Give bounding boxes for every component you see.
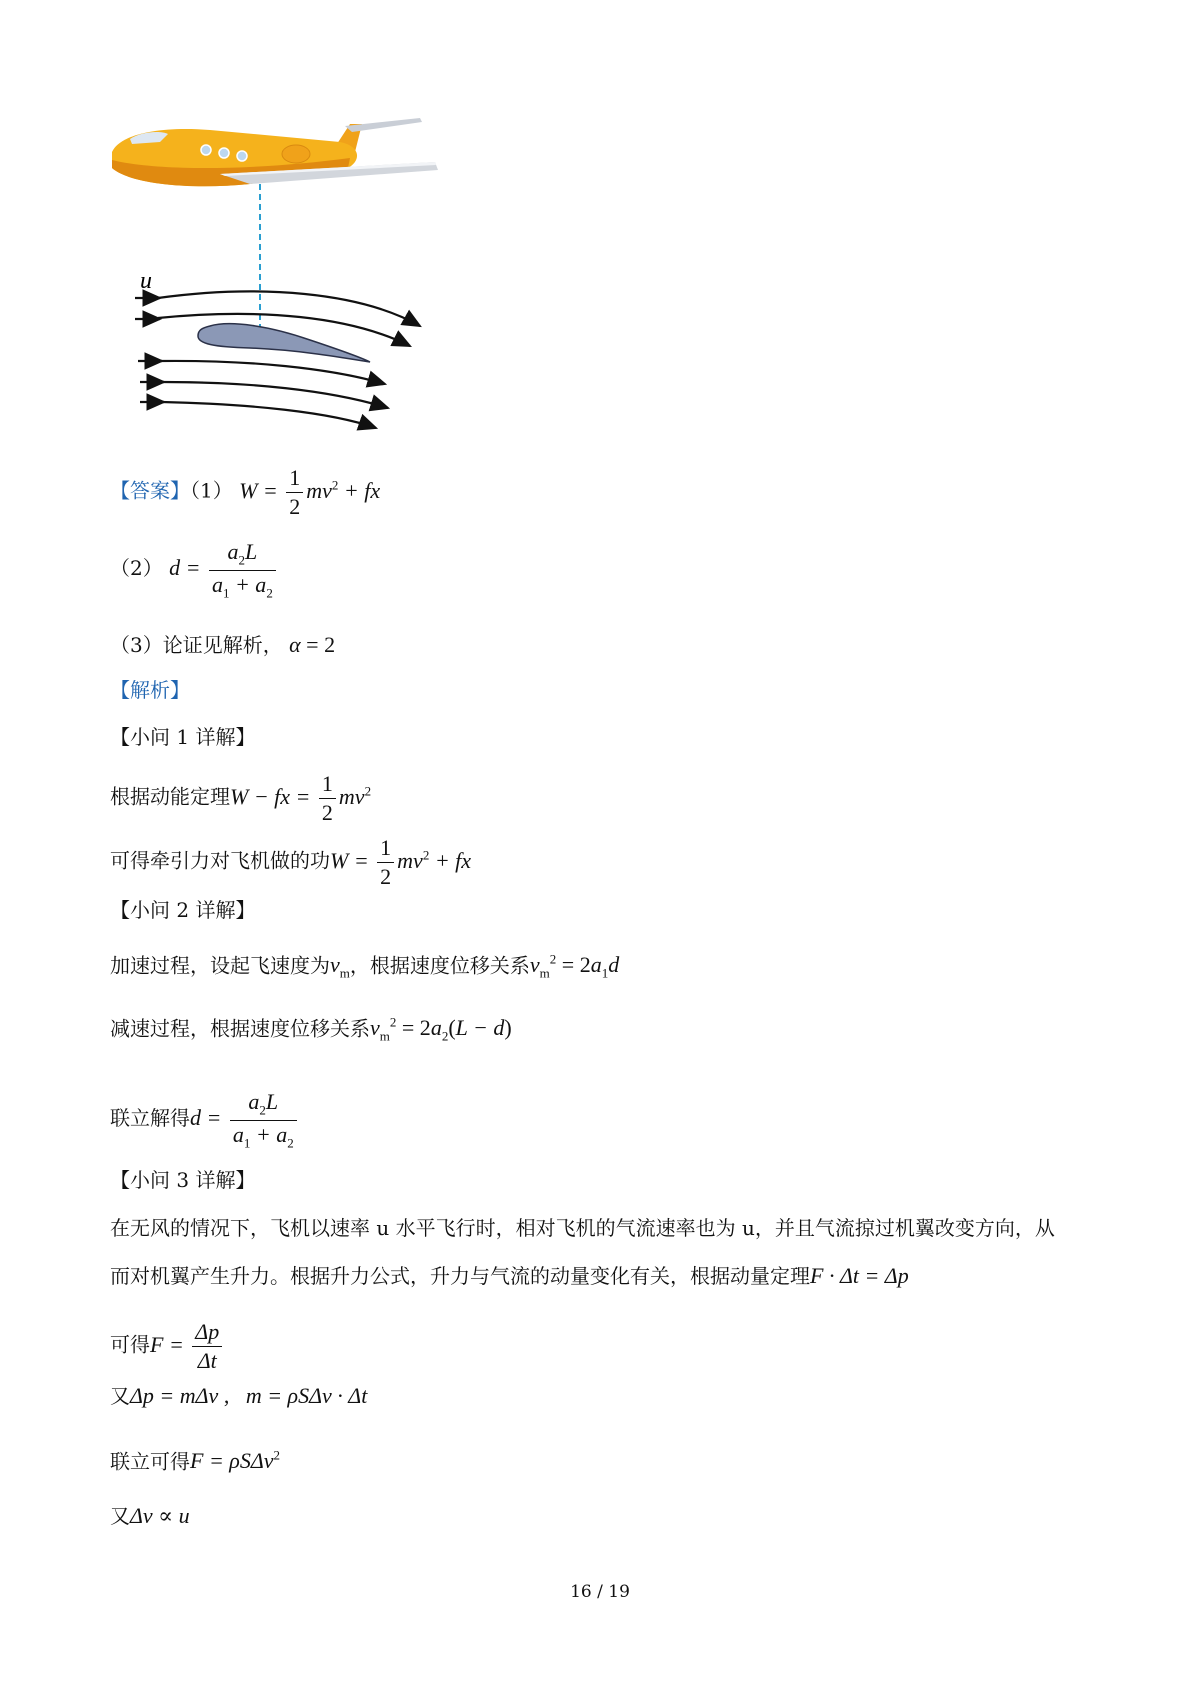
velocity-label-u: u bbox=[140, 268, 152, 294]
q3-line6-text: 又 bbox=[110, 1504, 130, 1528]
q3-line4 bbox=[110, 1385, 367, 1407]
answer-tag: 【答案】 bbox=[110, 478, 190, 503]
q3-heading: 【小问 3 详解】 bbox=[110, 1168, 256, 1192]
airflow-arrows bbox=[135, 291, 420, 428]
q3-line3-formula: F = $\frac{\Delta p}{\Delta t}$ bbox=[150, 1332, 225, 1357]
answer-part3-formula: α = 2 bbox=[289, 632, 336, 657]
airplane-icon bbox=[112, 118, 438, 186]
q1-line1-text: 根据动能定理 bbox=[110, 784, 230, 809]
analysis-tag: 【解析】 bbox=[110, 678, 190, 702]
answer-part2 bbox=[110, 540, 279, 600]
q3-line5 bbox=[110, 1449, 280, 1472]
q2-line3-text: 联立解得 bbox=[110, 1106, 190, 1131]
answer-part1 bbox=[110, 466, 380, 519]
q1-line2 bbox=[110, 836, 471, 889]
q2-line1-formula: $v_m^2 = 2a_1d$ bbox=[529, 952, 620, 981]
q2-line3 bbox=[110, 1090, 300, 1150]
q3-line6-formula: Δv ∝ u bbox=[130, 1503, 190, 1528]
q1-line2-text: 可得牵引力对飞机做的功 bbox=[110, 848, 330, 873]
q2-line1-text-b: ，根据速度位移关系 bbox=[349, 953, 530, 978]
q2-vm-symbol: $v_m$ bbox=[330, 952, 350, 981]
q2-line2-formula: $v_m^2 = 2a_2(L - d)$ bbox=[370, 1015, 512, 1044]
q3-line5-formula: F = ρSΔv$^2$ bbox=[190, 1448, 281, 1474]
q2-line1-text-a: 加速过程，设起飞速度为 bbox=[110, 953, 330, 978]
q1-line2-formula: W = $\frac{1}{2}$ $mv^2$ + fx bbox=[330, 835, 472, 890]
answer-part3 bbox=[110, 634, 335, 656]
q2-line2-text: 减速过程，根据速度位移关系 bbox=[110, 1016, 370, 1041]
q3-line3-text: 可得 bbox=[110, 1332, 150, 1357]
q3-para2-text: 而对机翼产生升力。根据升力公式，升力与气流的动量变化有关，根据动量定理 bbox=[110, 1264, 810, 1288]
answer-part1-formula: W = $\frac{1}{2}$ $mv^2$ + fx bbox=[239, 465, 381, 520]
q3-line5-text: 联立可得 bbox=[110, 1449, 190, 1474]
answer-part1-prefix: （1） bbox=[190, 478, 233, 503]
answer-part2-formula: d = $\frac{a_2L}{a_1 + a_2}$ bbox=[169, 555, 279, 580]
q3-line6 bbox=[110, 1505, 190, 1527]
q3-line4-formula: Δp = mΔv , m = ρSΔv · Δt bbox=[130, 1383, 368, 1408]
q3-para2-formula: F · Δt = Δp bbox=[810, 1263, 909, 1288]
q3-para2 bbox=[110, 1265, 909, 1287]
answer-part2-prefix: （2） bbox=[110, 556, 163, 581]
page-number: 16 / 19 bbox=[570, 1582, 630, 1602]
answer-part3-prefix: （3）论证见解析， bbox=[110, 633, 283, 657]
q2-line1 bbox=[110, 953, 619, 980]
q3-line3 bbox=[110, 1320, 225, 1373]
q3-para1: 在无风的情况下，飞机以速率 u 水平飞行时，相对飞机的气流速率也为 u，并且气流掠过机翼改变方向，从 bbox=[110, 1216, 1055, 1240]
airfoil-shape bbox=[198, 324, 370, 362]
airplane-airflow-figure bbox=[100, 112, 480, 462]
q1-line1-formula: W − fx = $\frac{1}{2}$ $mv^2$ bbox=[230, 771, 372, 826]
q1-line1 bbox=[110, 772, 371, 825]
q1-heading: 【小问 1 详解】 bbox=[110, 725, 256, 749]
q3-line4-text: 又 bbox=[110, 1384, 130, 1408]
q2-heading: 【小问 2 详解】 bbox=[110, 898, 256, 922]
q2-line3-formula: d = $\frac{a_2L}{a_1 + a_2}$ bbox=[190, 1105, 300, 1130]
q2-line2 bbox=[110, 1016, 512, 1043]
